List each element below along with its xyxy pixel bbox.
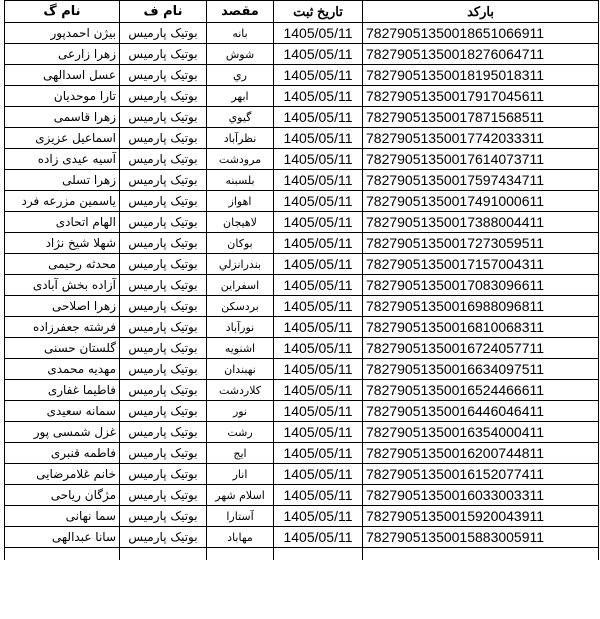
recipient-name-cell: محدثه رحیمی [5, 254, 120, 275]
registration-date-cell: 1405/05/11 [274, 296, 363, 317]
sender-name-cell: بوتیک پارمیس [120, 401, 207, 422]
table-row [5, 380, 599, 401]
destination-cell: نظرآباد [207, 128, 274, 149]
header-sender-name: نام ف [120, 1, 207, 23]
recipient-name-cell: فرشته جعفرزاده [5, 317, 120, 338]
barcode-cell: 78279051350016446046411 [363, 401, 599, 422]
registration-date-cell: 1405/05/11 [274, 422, 363, 443]
barcode-cell: 78279051350016200744811 [363, 443, 599, 464]
registration-date-cell: 1405/05/11 [274, 275, 363, 296]
table-row [5, 254, 599, 275]
destination-cell: اسفراين [207, 275, 274, 296]
barcode-cell: 78279051350016152077411 [363, 464, 599, 485]
recipient-name-cell: شهلا شیخ نژاد [5, 233, 120, 254]
destination-cell: بوكان [207, 233, 274, 254]
barcode-cell: 78279051350016724057711 [363, 338, 599, 359]
header-recipient-name: نام گ [5, 1, 120, 23]
destination-cell: ايج [207, 443, 274, 464]
header-destination: مقصد [207, 1, 274, 23]
destination-cell: گيوي [207, 107, 274, 128]
recipient-name-cell: مژگان ریاحی [5, 485, 120, 506]
table-row [5, 65, 599, 86]
destination-cell: رشت [207, 422, 274, 443]
table-row [5, 149, 599, 170]
destination-cell: لاهيجان [207, 212, 274, 233]
barcode-cell: 78279051350017491000611 [363, 191, 599, 212]
report-sheet [4, 0, 598, 560]
sender-name-cell: بوتیک پارمیس [120, 380, 207, 401]
sender-name-cell: بوتیک پارمیس [120, 149, 207, 170]
sender-name-cell: بوتیک پارمیس [120, 170, 207, 191]
sender-name-cell: بوتیک پارمیس [120, 23, 207, 44]
sender-name-cell: بوتیک پارمیس [120, 275, 207, 296]
registration-date-cell: 1405/05/11 [274, 191, 363, 212]
recipient-name-cell: آسیه عیدی زاده [5, 149, 120, 170]
destination-cell: بلسبنه [207, 170, 274, 191]
registration-date-cell: 1405/05/11 [274, 128, 363, 149]
destination-cell: شوش [207, 44, 274, 65]
sender-name-cell: بوتیک پارمیس [120, 233, 207, 254]
recipient-name-cell: سانا عبدالهی [5, 527, 120, 548]
destination-cell: ري [207, 65, 274, 86]
table-row [5, 275, 599, 296]
recipient-name-cell: مهدیه محمدی [5, 359, 120, 380]
destination-cell: اسلام شهر [207, 485, 274, 506]
barcode-cell: 78279051350018276064711 [363, 44, 599, 65]
shipments-table [4, 0, 599, 560]
registration-date-cell: 1405/05/11 [274, 170, 363, 191]
recipient-name-cell: آزاده بخش آبادی [5, 275, 120, 296]
recipient-name-cell: سما نهانی [5, 506, 120, 527]
table-row [5, 170, 599, 191]
registration-date-cell: 1405/05/11 [274, 86, 363, 107]
recipient-name-cell: زهرا اصلاحی [5, 296, 120, 317]
destination-cell: آستارا [207, 506, 274, 527]
destination-cell: اهواز [207, 191, 274, 212]
recipient-name-cell: زهرا زارعی [5, 44, 120, 65]
sender-name-cell: بوتیک پارمیس [120, 338, 207, 359]
table-row [5, 527, 599, 548]
table-row [5, 401, 599, 422]
registration-date-cell: 1405/05/11 [274, 464, 363, 485]
registration-date-cell: 1405/05/11 [274, 149, 363, 170]
barcode-cell: 78279051350017273059511 [363, 233, 599, 254]
registration-date-cell: 1405/05/11 [274, 506, 363, 527]
barcode-cell: 78279051350017388004411 [363, 212, 599, 233]
recipient-name-cell [5, 548, 120, 560]
registration-date-cell: 1405/05/11 [274, 23, 363, 44]
registration-date-cell: 1405/05/11 [274, 212, 363, 233]
table-row [5, 23, 599, 44]
table-row [5, 485, 599, 506]
sender-name-cell: بوتیک پارمیس [120, 506, 207, 527]
recipient-name-cell: الهام اتحادی [5, 212, 120, 233]
table-row [5, 317, 599, 338]
sender-name-cell: بوتیک پارمیس [120, 485, 207, 506]
barcode-cell: 78279051350015883005911 [363, 527, 599, 548]
header-barcode: بارکد [363, 1, 599, 23]
recipient-name-cell: یاسمین مزرعه فرد [5, 191, 120, 212]
registration-date-cell: 1405/05/11 [274, 254, 363, 275]
registration-date-cell: 1405/05/11 [274, 485, 363, 506]
sender-name-cell: بوتیک پارمیس [120, 443, 207, 464]
registration-date-cell: 1405/05/11 [274, 443, 363, 464]
table-row [5, 233, 599, 254]
barcode-cell: 78279051350017742033311 [363, 128, 599, 149]
table-row [5, 44, 599, 65]
sender-name-cell: بوتیک پارمیس [120, 422, 207, 443]
sender-name-cell: بوتیک پارمیس [120, 296, 207, 317]
registration-date-cell: 1405/05/11 [274, 317, 363, 338]
sender-name-cell: بوتیک پارمیس [120, 212, 207, 233]
barcode-cell: 78279051350017871568511 [363, 107, 599, 128]
barcode-cell: 78279051350016524466611 [363, 380, 599, 401]
registration-date-cell: 1405/05/11 [274, 233, 363, 254]
recipient-name-cell: تارا موحدیان [5, 86, 120, 107]
destination-cell: كلاردشت [207, 380, 274, 401]
recipient-name-cell: اسماعیل عزیزی [5, 128, 120, 149]
destination-cell: بانه [207, 23, 274, 44]
barcode-cell: 78279051350017597434711 [363, 170, 599, 191]
destination-cell: نورآباد [207, 317, 274, 338]
barcode-cell: 78279051350017157004311 [363, 254, 599, 275]
registration-date-cell: 1405/05/11 [274, 44, 363, 65]
barcode-cell: 78279051350018195018311 [363, 65, 599, 86]
recipient-name-cell: سمانه سعیدی [5, 401, 120, 422]
recipient-name-cell: فاطمه قنبری [5, 443, 120, 464]
destination-cell: ابهر [207, 86, 274, 107]
header-registration-date: تاریخ ثبت [274, 1, 363, 23]
recipient-name-cell: زهرا قاسمی [5, 107, 120, 128]
barcode-cell: 78279051350016810068311 [363, 317, 599, 338]
sender-name-cell: بوتیک پارمیس [120, 65, 207, 86]
registration-date-cell [274, 548, 363, 560]
sender-name-cell: بوتیک پارمیس [120, 128, 207, 149]
sender-name-cell: بوتیک پارمیس [120, 317, 207, 338]
sender-name-cell: بوتیک پارمیس [120, 359, 207, 380]
recipient-name-cell: غزل شمسی پور [5, 422, 120, 443]
recipient-name-cell: خانم غلامرضایی [5, 464, 120, 485]
table-row [5, 86, 599, 107]
sender-name-cell: بوتیک پارمیس [120, 254, 207, 275]
destination-cell: مرودشت [207, 149, 274, 170]
recipient-name-cell: بیژن احمدپور [5, 23, 120, 44]
registration-date-cell: 1405/05/11 [274, 527, 363, 548]
registration-date-cell: 1405/05/11 [274, 380, 363, 401]
barcode-cell: 78279051350015920043911 [363, 506, 599, 527]
destination-cell: انار [207, 464, 274, 485]
destination-cell: بردسكن [207, 296, 274, 317]
registration-date-cell: 1405/05/11 [274, 338, 363, 359]
header-row [5, 1, 599, 23]
registration-date-cell: 1405/05/11 [274, 65, 363, 86]
table-row [5, 212, 599, 233]
table-row [5, 422, 599, 443]
barcode-cell: 78279051350017083096611 [363, 275, 599, 296]
registration-date-cell: 1405/05/11 [274, 401, 363, 422]
recipient-name-cell: فاطیما غفاری [5, 380, 120, 401]
table-row [5, 464, 599, 485]
barcode-cell: 78279051350016354000411 [363, 422, 599, 443]
table-body [5, 23, 599, 560]
barcode-cell: 78279051350016988096811 [363, 296, 599, 317]
destination-cell [207, 548, 274, 560]
barcode-cell: 78279051350017917045611 [363, 86, 599, 107]
recipient-name-cell: گلستان حسنی [5, 338, 120, 359]
sender-name-cell: بوتیک پارمیس [120, 44, 207, 65]
table-row-partial [5, 548, 599, 560]
sender-name-cell: بوتیک پارمیس [120, 527, 207, 548]
table-row [5, 359, 599, 380]
sender-name-cell [120, 548, 207, 560]
barcode-cell: 78279051350016634097511 [363, 359, 599, 380]
sender-name-cell: بوتیک پارمیس [120, 464, 207, 485]
table-row [5, 443, 599, 464]
table-row [5, 296, 599, 317]
table-row [5, 107, 599, 128]
table-row [5, 128, 599, 149]
barcode-cell: 78279051350018651066911 [363, 23, 599, 44]
destination-cell: اشنويه [207, 338, 274, 359]
sender-name-cell: بوتیک پارمیس [120, 86, 207, 107]
registration-date-cell: 1405/05/11 [274, 107, 363, 128]
destination-cell: نور [207, 401, 274, 422]
table-row [5, 338, 599, 359]
barcode-cell [363, 548, 599, 560]
recipient-name-cell: عسل اسدالهی [5, 65, 120, 86]
table-row [5, 506, 599, 527]
sender-name-cell: بوتیک پارمیس [120, 191, 207, 212]
recipient-name-cell: زهرا تسلی [5, 170, 120, 191]
destination-cell: مهاباد [207, 527, 274, 548]
barcode-cell: 78279051350017614073711 [363, 149, 599, 170]
sender-name-cell: بوتیک پارمیس [120, 107, 207, 128]
table-row [5, 191, 599, 212]
destination-cell: نهبندان [207, 359, 274, 380]
registration-date-cell: 1405/05/11 [274, 359, 363, 380]
destination-cell: بندرانزلي [207, 254, 274, 275]
barcode-cell: 78279051350016033003311 [363, 485, 599, 506]
